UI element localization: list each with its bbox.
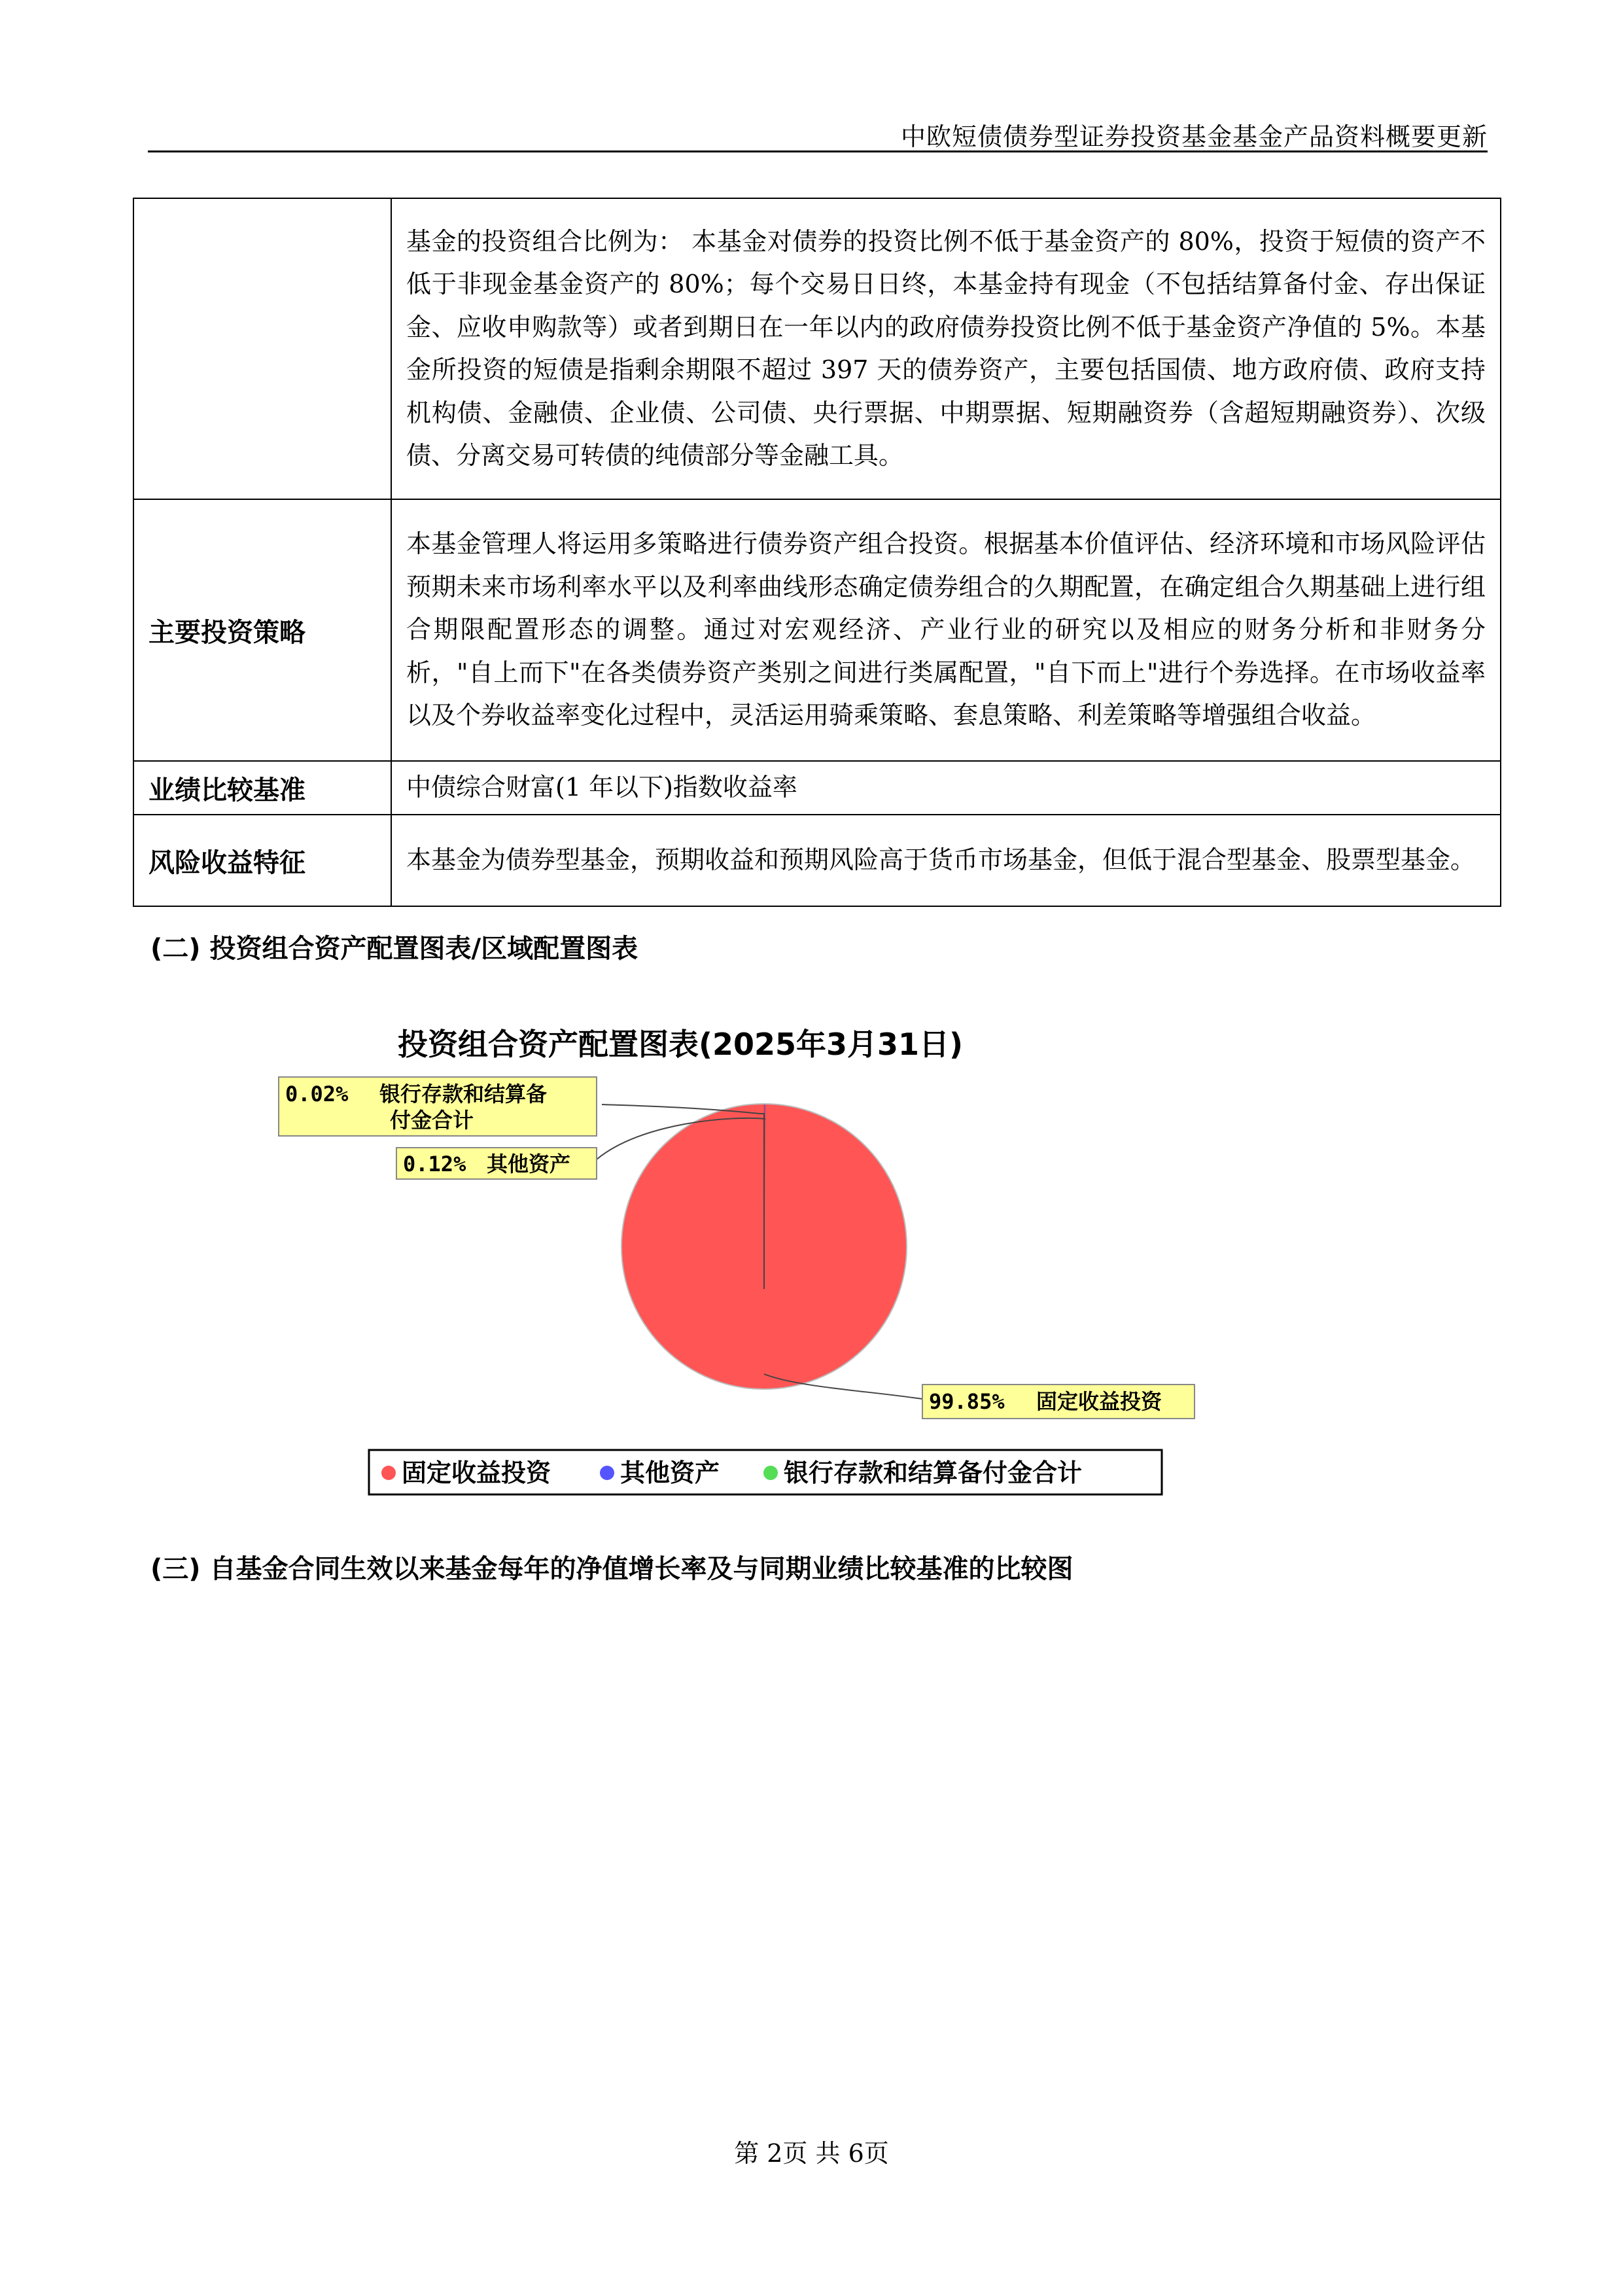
page-number: 第 2页 共 6页 (734, 2139, 889, 2168)
callout-label: 其他资产 (487, 1152, 571, 1176)
table-row (133, 198, 1501, 499)
legend-label: 银行存款和结算备付金合计 (784, 1458, 1083, 1487)
callout-fixed-income (922, 1385, 1195, 1419)
callout-label-line2: 付金合计 (390, 1108, 474, 1133)
row-label: 风险收益特征 (133, 815, 391, 906)
callout-value: 99.85% (929, 1389, 1005, 1414)
callout-label: 固定收益投资 (1036, 1389, 1162, 1414)
section-heading-nav-growth: (三) 自基金合同生效以来基金每年的净值增长率及与同期业绩比较基准的比较图 (150, 1554, 1073, 1584)
callout-label: 银行存款和结算备 (379, 1082, 548, 1106)
row-content: 本基金管理人将运用多策略进行债券资产组合投资。根据基本价值评估、经济环境和市场风险评估预期未来市场利率水平以及利率曲线形态确定债券组合的久期配置，在确定组合久期基础上进行组合期限配置形态的调整。通过对宏观经济、产业行业的研究以及相应的财务分析和非财务分析，"自上而下"在各类债券资产类别之间进行类属配置，"自下而上"进行个券选择。在市场收益率以及个券收益率变化过程中，灵活运用骑乘策略、套息策略、利差策略等增强组合收益。 (391, 499, 1501, 761)
fund-info-table (133, 198, 1501, 907)
document-header-title: 中欧短债债券型证券投资基金基金产品资料概要更新 (900, 122, 1488, 151)
row-content: 本基金为债券型基金，预期收益和预期风险高于货币市场基金，但低于混合型基金、股票型基金。 (391, 815, 1501, 906)
chart-title: 投资组合资产配置图表(2025年3月31日) (397, 1027, 964, 1062)
callout-bank-deposit (279, 1077, 597, 1136)
row-content: 中债综合财富(1 年以下)指数收益率 (391, 761, 1501, 815)
legend-swatch-fixed-income (381, 1466, 396, 1480)
row-label: 业绩比较基准 (133, 761, 391, 815)
legend-swatch-bank-deposit (763, 1466, 778, 1480)
callout-other-assets (396, 1148, 597, 1179)
table-row (133, 761, 1501, 815)
table-row (133, 499, 1501, 761)
header-rule (148, 150, 1488, 152)
legend-swatch-other-assets (600, 1466, 614, 1480)
callout-value: 0.12% (403, 1152, 466, 1176)
asset-allocation-pie-chart (275, 1008, 1243, 1518)
section-heading-asset-allocation: (二) 投资组合资产配置图表/区域配置图表 (150, 934, 638, 964)
legend-label: 其他资产 (620, 1458, 720, 1487)
row-label: 主要投资策略 (133, 499, 391, 761)
callout-value: 0.02% (285, 1082, 349, 1106)
row-label (133, 198, 391, 499)
row-content: 基金的投资组合比例为： 本基金对债券的投资比例不低于基金资产的 80%，投资于短债的资产不低于非现金基金资产的 80%；每个交易日日终，本基金持有现金（不包括结算备付金、存出保证金、应收申购款等）或者到期日在一年以内的政府债券投资比例不低于基金资产净值的 5%。本基金所投资的短债是指剩余期限不超过 397 天的债券资产，主要包括国债、地方政府债、政府支持机构债、金融债、企业债、公司债、央行票据、中期票据、短期融资券（含超短期融资券）、次级债、分离交易可转债的纯债部分等金融工具。 (391, 198, 1501, 499)
table-row (133, 815, 1501, 906)
legend-label: 固定收益投资 (402, 1458, 551, 1487)
chart-legend (369, 1450, 1162, 1494)
